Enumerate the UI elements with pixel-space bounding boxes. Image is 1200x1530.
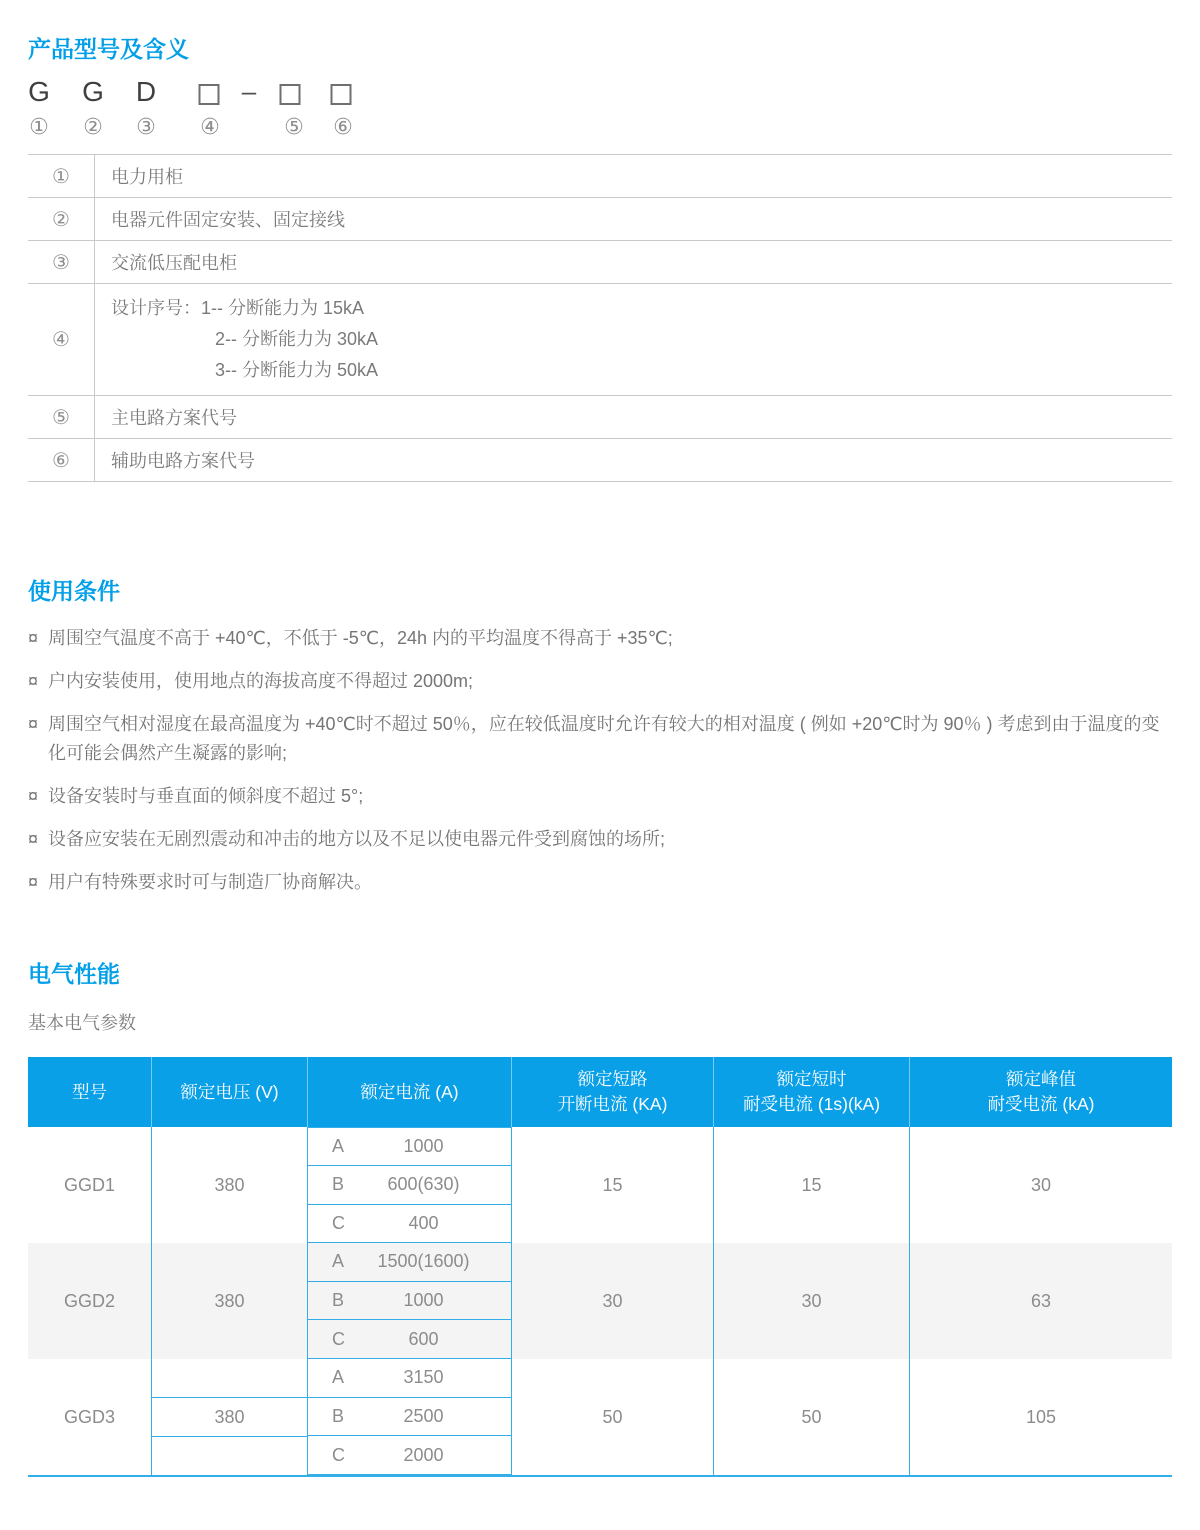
col-header-breaking-current xyxy=(512,1057,714,1127)
cell-current-group xyxy=(308,1243,512,1359)
model-index-6: ⑥ xyxy=(333,114,353,139)
model-letter: G xyxy=(82,76,104,107)
header-line: 开断电流 (KA) xyxy=(557,1094,668,1114)
current-grade: C xyxy=(332,1212,345,1233)
cell-current-group xyxy=(308,1359,512,1475)
design-serial-line: 设计序号：1-- 分断能力为 15kA xyxy=(111,298,365,318)
model-legend-table xyxy=(28,154,1172,482)
legend-row-index: ① xyxy=(28,155,95,197)
cell-current-group xyxy=(308,1127,512,1243)
model-placeholder-box xyxy=(199,84,220,105)
current-value: 2500 xyxy=(403,1406,444,1426)
legend-row-index: ⑥ xyxy=(28,439,95,481)
col-header-rated-voltage xyxy=(152,1057,308,1127)
col-header-rated-current xyxy=(308,1057,512,1127)
current-grade: B xyxy=(332,1174,345,1195)
legend-row-text: 辅助电路方案代号 xyxy=(111,451,255,471)
voltage-subcell-empty xyxy=(152,1359,307,1397)
condition-item xyxy=(28,667,1172,696)
condition-text: 设备安装时与垂直面的倾斜度不超过 5°; xyxy=(48,786,364,806)
legend-row-index: ② xyxy=(28,198,95,240)
header-line: 额定短时 xyxy=(776,1069,847,1089)
header-line: 耐受电流 (kA) xyxy=(987,1094,1095,1114)
legend-row-text: 电力用柜 xyxy=(111,167,183,187)
col-header-short-time-withstand xyxy=(714,1057,910,1127)
cell-voltage: 380 xyxy=(152,1127,308,1243)
current-value: 3150 xyxy=(403,1367,444,1388)
section-title-model-meaning: 产品型号及含义 xyxy=(28,36,189,62)
cell-voltage xyxy=(152,1359,308,1475)
legend-row-text: 交流低压配电柜 xyxy=(111,253,237,273)
cell-peak-withstand: 30 xyxy=(1030,1174,1052,1195)
table-header-row xyxy=(28,1057,1172,1127)
current-value: 2000 xyxy=(403,1444,444,1465)
bullet-marker: ¤ xyxy=(28,714,39,734)
current-subrow xyxy=(308,1282,511,1321)
cell-voltage: 380 xyxy=(152,1243,308,1359)
model-placeholder-box xyxy=(280,84,301,105)
col-header-model xyxy=(28,1057,152,1127)
current-subrow xyxy=(308,1243,511,1282)
current-value: 600 xyxy=(408,1328,439,1349)
header-line: 额定短路 xyxy=(577,1069,648,1089)
current-grade: B xyxy=(332,1406,345,1426)
model-placeholder-box xyxy=(331,84,352,105)
current-subrow xyxy=(308,1436,511,1475)
model-index-3: ③ xyxy=(136,114,156,139)
table-row-ggd1 xyxy=(28,1127,1172,1243)
current-value: 400 xyxy=(408,1212,439,1233)
current-subrow xyxy=(308,1128,511,1166)
condition-text: 周围空气相对湿度在最高温度为 +40℃时不超过 50％，应在较低温度时允许有较大的相对温度 ( 例如 +20℃时为 90％ ) 考虑到由于温度的变化可能会偶然产生凝露的影响; xyxy=(48,714,1160,763)
bullet-marker: ¤ xyxy=(28,829,39,849)
current-subrow xyxy=(308,1320,511,1359)
electrical-parameters-table xyxy=(28,1057,1172,1477)
section-title-usage-conditions: 使用条件 xyxy=(28,578,120,604)
legend-row-3 xyxy=(28,241,1172,284)
bullet-marker: ¤ xyxy=(28,786,39,806)
legend-row-index: ④ xyxy=(28,284,95,395)
legend-row-index: ③ xyxy=(28,241,95,283)
cell-short-time-withstand: 50 xyxy=(714,1359,910,1475)
voltage-subcell: 380 xyxy=(152,1397,307,1437)
legend-row-text: 电器元件固定安装、固定接线 xyxy=(111,210,345,230)
legend-row-index: ⑤ xyxy=(28,396,95,438)
bullet-marker: ¤ xyxy=(28,628,39,648)
current-grade: C xyxy=(332,1444,345,1465)
model-letter: D xyxy=(135,76,157,107)
legend-row-1 xyxy=(28,155,1172,198)
header-line: 型号 xyxy=(72,1081,107,1102)
condition-text: 户内安装使用，使用地点的海拔高度不得超过 2000m; xyxy=(48,671,474,691)
legend-row-4 xyxy=(28,284,1172,396)
header-line: 额定电压 (V) xyxy=(180,1081,279,1102)
cell-breaking-current: 30 xyxy=(512,1243,714,1359)
current-subrow xyxy=(308,1398,511,1437)
cell-peak-withstand: 63 xyxy=(1030,1290,1052,1311)
current-grade: C xyxy=(332,1328,345,1349)
header-line: 耐受电流 (1s)(kA) xyxy=(742,1094,881,1114)
model-letter: G xyxy=(28,76,50,107)
current-value: 1000 xyxy=(403,1290,444,1310)
header-line: 额定电流 (A) xyxy=(360,1081,459,1102)
voltage-subcell-empty xyxy=(152,1437,307,1475)
current-subrow xyxy=(308,1205,511,1243)
model-dash: – xyxy=(241,76,257,106)
cell-peak-withstand: 105 xyxy=(1025,1406,1057,1427)
cell-short-time-withstand: 15 xyxy=(714,1127,910,1243)
cell-breaking-current: 15 xyxy=(512,1127,714,1243)
current-value: 1500(1600) xyxy=(377,1251,470,1272)
basic-parameters-subtitle: 基本电气参数 xyxy=(28,1013,136,1033)
condition-item xyxy=(28,825,1172,854)
current-subrow xyxy=(308,1166,511,1204)
bullet-marker: ¤ xyxy=(28,872,39,892)
design-serial-line: 3-- 分断能力为 50kA xyxy=(215,360,379,380)
model-index-2: ② xyxy=(83,114,103,139)
model-index-4: ④ xyxy=(200,114,220,139)
design-serial-line: 2-- 分断能力为 30kA xyxy=(215,329,379,349)
table-row-ggd3 xyxy=(28,1359,1172,1475)
condition-item xyxy=(28,710,1172,768)
condition-item xyxy=(28,868,1172,897)
cell-model: GGD1 xyxy=(28,1127,152,1243)
header-line: 额定峰值 xyxy=(1006,1069,1076,1089)
legend-row-5 xyxy=(28,396,1172,439)
condition-item xyxy=(28,624,1172,653)
table-body xyxy=(28,1127,1172,1477)
legend-row-6 xyxy=(28,439,1172,482)
current-grade: A xyxy=(332,1136,345,1157)
current-grade: A xyxy=(332,1251,345,1272)
current-grade: B xyxy=(332,1290,345,1310)
model-designation-diagram xyxy=(28,78,1172,142)
table-row-ggd2 xyxy=(28,1243,1172,1359)
model-index-1: ① xyxy=(29,114,49,139)
cell-model: GGD2 xyxy=(28,1243,152,1359)
condition-item xyxy=(28,782,1172,811)
condition-text: 设备应安装在无剧烈震动和冲击的地方以及不足以使电器元件受到腐蚀的场所; xyxy=(48,829,665,849)
current-value: 1000 xyxy=(403,1136,444,1157)
condition-text: 用户有特殊要求时可与制造厂协商解决。 xyxy=(48,872,372,892)
cell-breaking-current: 50 xyxy=(512,1359,714,1475)
section-title-electrical-performance: 电气性能 xyxy=(28,961,120,987)
bullet-marker: ¤ xyxy=(28,671,39,691)
usage-conditions-list xyxy=(28,624,1172,897)
legend-row-2 xyxy=(28,198,1172,241)
model-index-5: ⑤ xyxy=(284,114,304,139)
legend-row-text-multiline xyxy=(95,284,1172,395)
current-grade: A xyxy=(332,1367,345,1388)
cell-short-time-withstand: 30 xyxy=(714,1243,910,1359)
col-header-peak-withstand xyxy=(910,1057,1172,1127)
cell-model: GGD3 xyxy=(28,1359,152,1475)
current-value: 600(630) xyxy=(387,1174,460,1195)
legend-row-text: 主电路方案代号 xyxy=(111,408,237,428)
current-subrow xyxy=(308,1359,511,1398)
condition-text: 周围空气温度不高于 +40℃，不低于 -5℃，24h 内的平均温度不得高于 +35℃; xyxy=(48,628,673,648)
